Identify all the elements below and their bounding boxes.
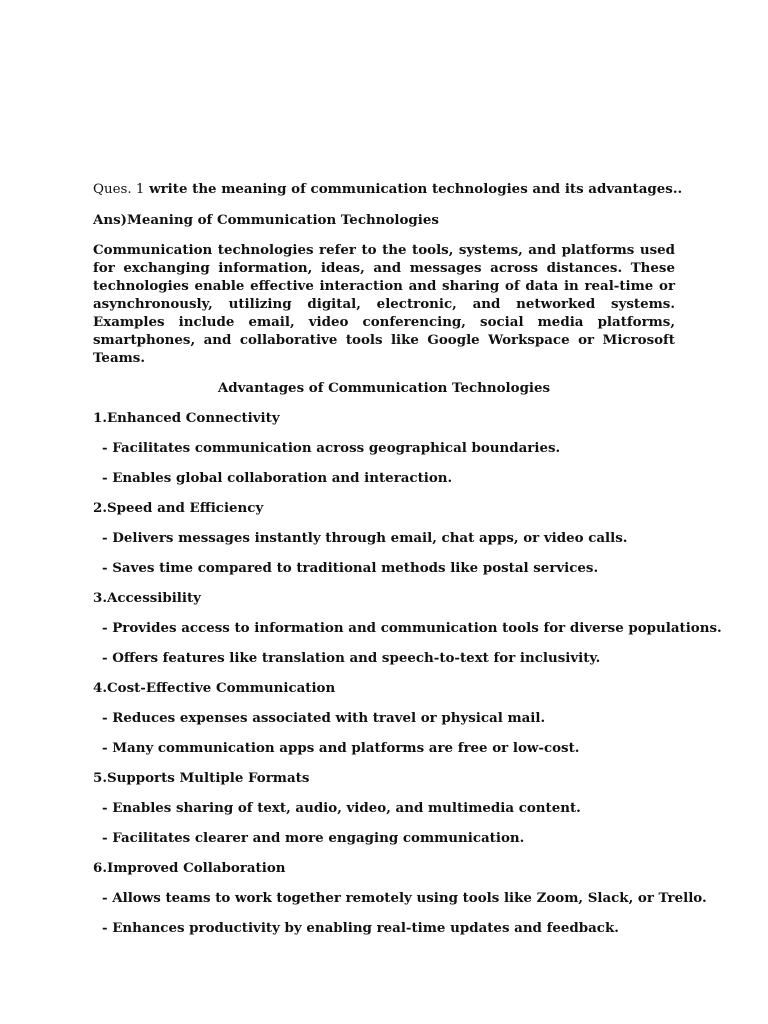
question-prefix: Ques. 1 [93,182,145,197]
advantage-heading-4: 4.Cost-Effective Communication [93,680,336,696]
question-text: write the meaning of communication technologies and its advantages.. [144,181,683,197]
advantage-point: - Facilitates communication across geographical boundaries. [102,440,561,456]
advantage-point: - Offers features like translation and speech-to-text for inclusivity. [102,650,601,666]
advantage-point: - Enables global collaboration and interaction. [102,470,453,486]
advantages-title: Advantages of Communication Technologies [217,380,551,396]
advantage-heading-5: 5.Supports Multiple Formats [93,770,310,786]
definition-paragraph: Communication technologies refer to the tools, systems, and platforms used for exchanging information, ideas, and messages across distances. These technologies enable effective interaction and sharing of data in real-time or asynchronously, utilizing digital, electronic, and networked systems. Examples include email, video conferencing, social media platforms, smartphones, and collaborative tools like Google Workspace or Microsoft Teams. [93,242,675,366]
advantage-heading-6: 6.Improved Collaboration [93,860,286,876]
advantage-point: - Facilitates clearer and more engaging communication. [102,830,525,846]
advantage-point: - Delivers messages instantly through email, chat apps, or video calls. [102,530,628,546]
advantage-point: - Reduces expenses associated with travel or physical mail. [102,710,546,726]
advantage-point: - Many communication apps and platforms are free or low-cost. [102,740,580,756]
advantage-point: - Provides access to information and communication tools for diverse populations. [102,620,722,636]
advantage-point: - Allows teams to work together remotely using tools like Zoom, Slack, or Trello. [102,890,707,906]
advantage-point: - Enables sharing of text, audio, video, and multimedia content. [102,800,581,816]
advantage-point: - Saves time compared to traditional methods like postal services. [102,560,599,576]
advantage-heading-1: 1.Enhanced Connectivity [93,410,280,426]
question-line [93,180,683,199]
advantage-heading-3: 3.Accessibility [93,590,201,606]
advantage-heading-2: 2.Speed and Efficiency [93,500,264,516]
answer-heading: Ans)Meaning of Communication Technologies [93,212,439,228]
document-page [93,180,722,937]
advantage-point: - Enhances productivity by enabling real-time updates and feedback. [102,920,619,936]
